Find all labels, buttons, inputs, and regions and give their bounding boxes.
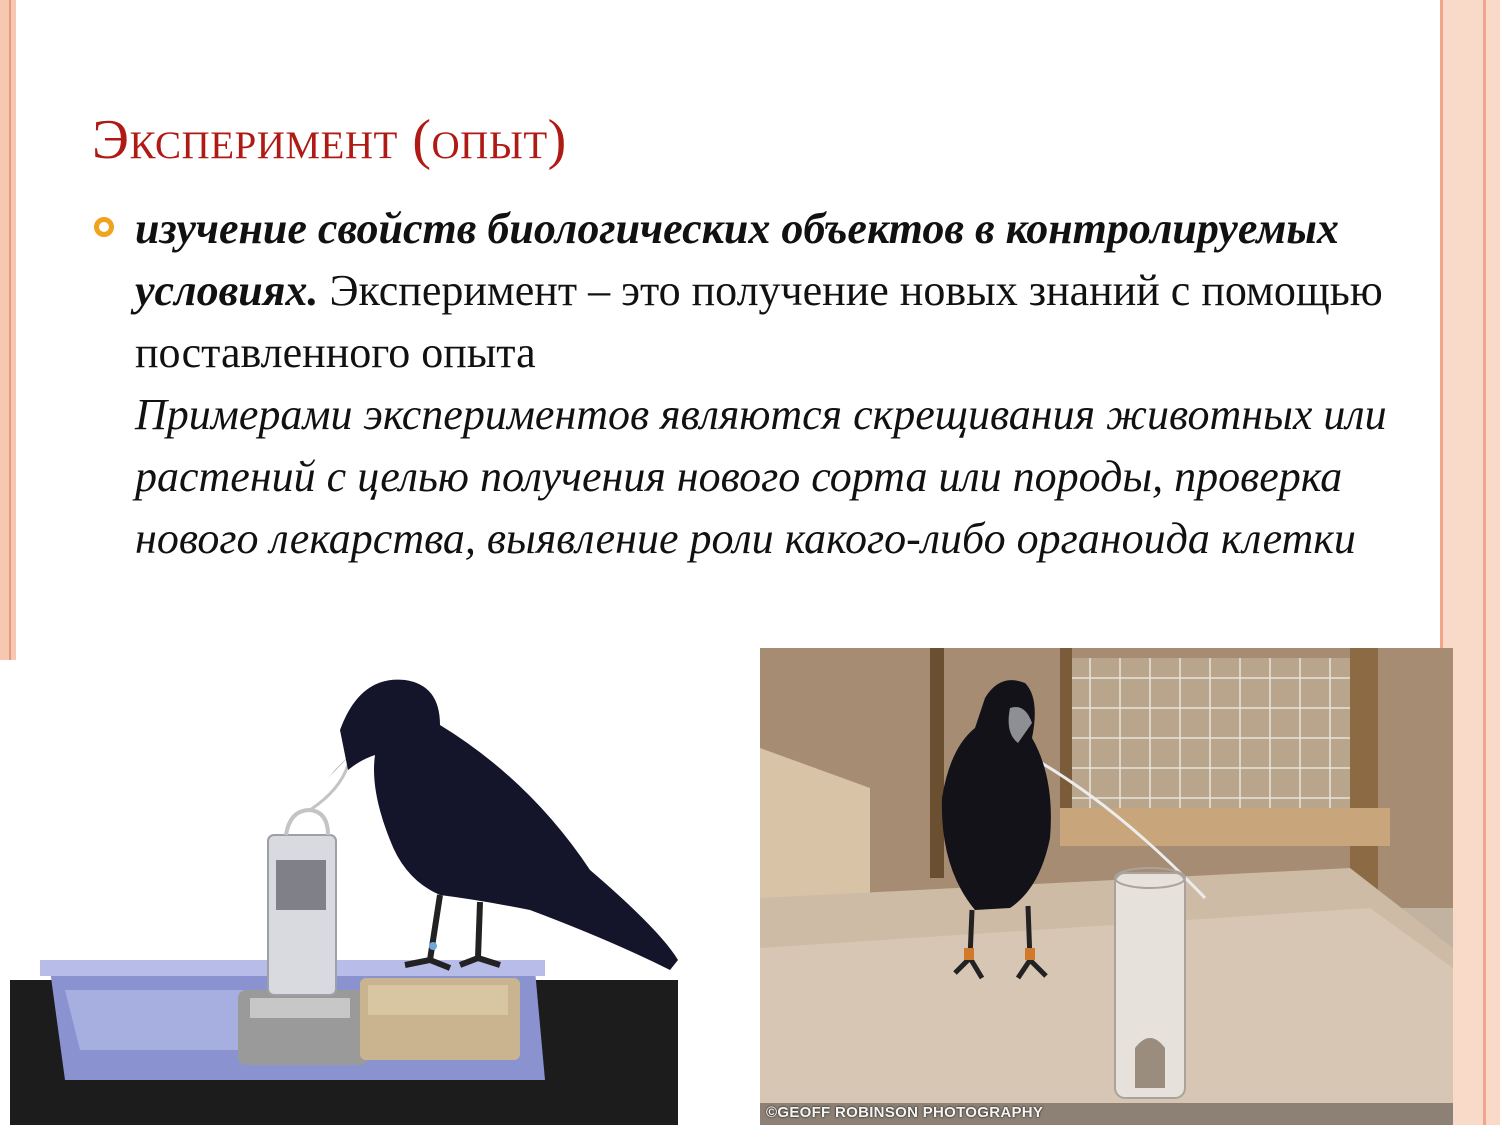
photo-credit: ©GEOFF ROBINSON PHOTOGRAPHY	[766, 1104, 1044, 1121]
right-border-line-outer	[1483, 0, 1486, 1125]
slide-body-text	[135, 198, 1415, 570]
crow-experiment-photo-right	[760, 648, 1453, 1125]
explanation-text: Эксперимент – это получение новых знаний с помощью поставленного опыта	[135, 266, 1383, 377]
examples-text: Примерами экспериментов являются скрещивания животных или растений с целью получения нового сорта или породы, проверка нового лекарства, выявление роли какого-либо органоида клетки	[135, 390, 1387, 563]
left-border-decoration	[0, 0, 16, 660]
crow-tray-illustration	[10, 660, 678, 1125]
crow-experiment-photo-left	[10, 660, 678, 1125]
definition-text: изучение свойств биологических объектов в контролируемых условиях.	[135, 204, 1339, 315]
slide-title: Эксперимент (опыт)	[92, 109, 567, 171]
bullet-icon	[94, 217, 114, 237]
left-border-line	[9, 0, 11, 660]
crow-enclosure-illustration	[760, 648, 1453, 1125]
